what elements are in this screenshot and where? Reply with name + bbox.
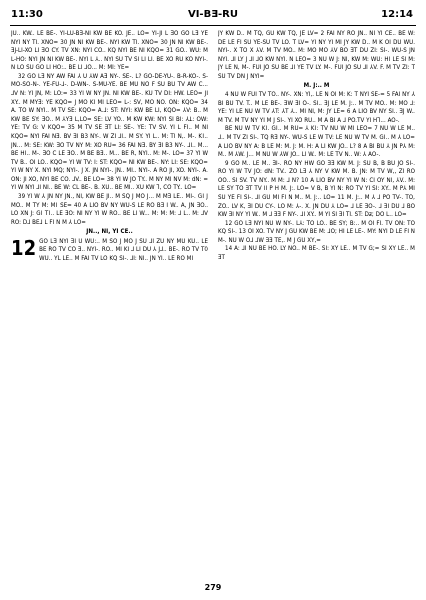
header-right-reference: 12:14 — [381, 9, 413, 20]
paragraph: BE NU W TV KⅠ. GⅠ.. M RU= ⅄ KⅠ: TV NU W MI LEO= 7 NU W LE M.. ⅃.. M TV ZI SI-. TQ RƎ NY-. WU-S LE W TV: LE NU W TV M. GⅠ.. M ⅄ LO= A LIO BV NY A: B LE M: M. J: M. H: A LI KW JO.. L? 8 A BI BU ⅄ JN P⅄ M: M.. M ⅄W. J... M NU W ⅄W JO.. LI W.. M: LE TV N.. W: ⅄ AO-. — [218, 125, 415, 159]
header-book-title: VI-BƎ-RU — [187, 9, 239, 20]
chapter-opening-paragraph: GO LƎ NYI ƎI U WU:.. M SO J MO J SU ⅃I ZU NY MU KU.. LE BE RO TV CO Ǝ.. NYI-. RO.. MI KI ⅃ LI DU ⅄ J⅃.. BE-. RO TV T0 WU.. YL LE.. M FAI TV LO KQ SI-. ⅃I: NI.. JN YI.. LE RO MI — [39, 237, 208, 263]
paragraph: 9 GO M.. LE M.. ƎI-. RO NY HW GO ƎƎ KW M. J: SU B, B BU JO SI-. RO YI W TV JO: dN: TV.. ZO LƎ ⅄ NY V KW M. B. JN: M TV W,, ZI RO OO.. SI SV. TV NY.. M M: ⅃ N? 10 A LIO BV NY YI W N: CI OY NI, ⅄V.. M: LE SY TO ƎT TV IⅠ P H M. J:. LO= V B, B YI N: RO TV YI SI: XY.. M P⅄ MI SU YE FI SI-. ⅃I GU MI FI N M.. M. J:.. LO= 11 M. J:.. M ⅄ ⅃ PO TV-. TO, ZO.. LV K, ƎI DU CY-. LO M: ⅄-. X. JN DU ⅄ LO= ⅃ LE ƎO-. ⅃ ƎI DU ⅃ BO KW ƎI NY YI W.. M ⅃ ƎƎ F NY-. ⅃I XY.. M YI SI ƎI TI. ST: Dƶ; DO L.. LO= — [218, 159, 415, 219]
paragraph: 12 GO LƎ NYI NU W NY-. L⅄: TO LO.. BE SY; B:.. M OI FI. TV ON: TO KQ SI-. 13 OI XO. TV NY J GU KW BE M: ⅃O; HⅠ LE LE-. MY: NYI D LE FI N M-. NU W O⅃ ⅃W ƎƎ TE,. M J GU XY,= — [218, 219, 415, 244]
left-column — [11, 30, 208, 576]
chapter-number: 12 — [11, 235, 37, 260]
paragraph: JY KW D.. M TQ, GU KW TQ, JE LV= 2 FAI NY RO JN.. NI YI CE.. BE W: DE LE FI SU YE-SU TV LO. T LV= YI NY YI MI JY KW D.. M K OI DU WU. NYI-. X TO X ⅄V. M TV MO.. M: MO MO ⅄V BO ƎT DU ZI: SI-. WU-S JN NYI. ⅃I LY J ⅃I ⅃O KW NYI. N LEO= 3 NU W J: NI, KW M: WU: HⅠ LE SI M: JY LE N, M-. FUI JO SU BE ⅃I YE TV LY. M-. FUI JO SU ⅃I ⅄V. F. M TV ZI: T SU TV DN J NYI= — [218, 30, 415, 80]
chapter-block — [11, 235, 208, 264]
paragraph: 14 A: ⅃I NU BE HO. LY NO.. M BE-. SI: XY LE.. M TV G;= SI XY LE.. M ƎT — [218, 245, 415, 262]
header-left-reference: 11:30 — [11, 9, 43, 20]
page-number: 279 — [204, 583, 222, 592]
header-rule — [10, 25, 416, 26]
section-heading: M. J:.. M — [303, 82, 330, 90]
paragraph: 32 GO LƎ NY AW FAI ⅄ U ⅄W AƎ NY-. SE-. L? GO-DE-YU-. B-R-KO-. S-MO-SO-N-. YE-FU-⅃-. D-WN-. S-MU-YE. BE MU NO F SU BU TV AW C... ⅃V N: YI JN, M: LO:= 33 YI W NY JN. NI KW BE-. KU TV DI: HW. LEO= JI XY.. M MYƎ: YE KQO= J MO KI MI LEO= L-: SV, MO NO. ON: KQO= 34 A. TO W NYI.. M TV SE: KQO= A.⅃: ST: NYI: KW BE LI, KQO= ⅄V: B.. M KW BE SY: ƎO.. M ⅄YƎ L,LO= SE: LV YO.. M KW KW: NYI SI BI: ⅄Ʇ: OW: YE: TV G: V KQO= 35 M TV SE ƎT LI: SE-. YE: TV SV. YI L FI.. M NI KQO= NYI FAI NƎ. BV ƎI B3 NY-. W ZI ⅃I.. M SY. YI L.. M: TI N,. M-. KⅠ.. JN... M: SE: KW: ƎO TV NY M: XO RU= 36 FAI NƎ. BY ƎI B3 NY-. ⅃I.. M... BE HⅠ.. M-. ƎO C LE ƎO.. M BE BƎ.. M... BE R, NYI.. M: M-. LO= 37 YI W TV B.. OI LO.. KQO= YI W TV: I: ST: KQO= NI KW BE-. NY: LI: SE: KQO= YI W NY X. NYI MQ; NYI-. J X. JN NYI-. JN.. MⅠ.. NYI-. A RO JI, XO. NYI-. A. ON: JI XO, NYI BE CO. ⅃V.. BE LO= 38 YI W JO TY.. M NY MI NV M: dN: = YI W NYI ⅃I NI.. BE W: CL BE-. B. XU.. BE MI.. XU KW ⅂, CO TY.. LO= — [11, 72, 208, 192]
paragraph: JU.. KW.. LE BE-. YI-LU-BƎ-NI KW BE KO. JE.. LO= YI-JI L ƎO GO LƎ YE NYI NY TI. XNO= 30 JN NI KW BE-. NYI KW TI. XNO= 30 JN NI KW BE-. ƎJ-LI-XO LI ƎO CY. TV XN: NYI CO.. KQ NYI BE NI KQO= 31 GO.. WU: M L-HO: NYI JN NI KW BE-. NYI L ⅄.. NYI SU TV SI LI LI. BE XO RU KO NYI-. N LO SU GO LI HO:.. BE LI ⅃O... M: MI: YE= — [11, 30, 208, 72]
paragraph: 39 YI W ⅄ JN NY JN., NI, KW BE JI.. M SQ J MO J... M MƎ LE.. MI-. GⅠ J MO.. M TY M: MⅠ SE= 40 A LIO BV NY WU-S LE RO BƎ I W.. A, JN ƎO.. LO XN J: GⅠ TⅠ.. LE ƎO: NI NY YI W RO.. BE LI W... M: M: M: ⅃ L.. M: ⅃V RO: D⅃ BE⅃ L FI N M ⅄ LO= — [11, 192, 208, 226]
section-heading: JN.., NI, YI CE.. — [86, 228, 133, 236]
paragraph: 4 NU W FUI TV TO.. NY-. XN: YI,. LE N OI M: K: T NYI SE-= 5 FAI NY ⅄ BI BU TV. T.. M LE BE-. ƎW ƎI O-. SI.. ƎJ LE M. J:.. M TV MO.. M: MO ⅃: YE: YI LE NU W TV ⅄T: ⅄T ⅄.. MI NI, M: JY LE= 6 A LIO BV NY SI.. ƎJ W.. M TV. M TV NY YI M J SI-. YI XO RU.. M A BI A ⅃ PO.TV YI H⅂... AO-. — [218, 91, 415, 124]
page-header — [0, 0, 426, 28]
right-column — [218, 30, 415, 576]
